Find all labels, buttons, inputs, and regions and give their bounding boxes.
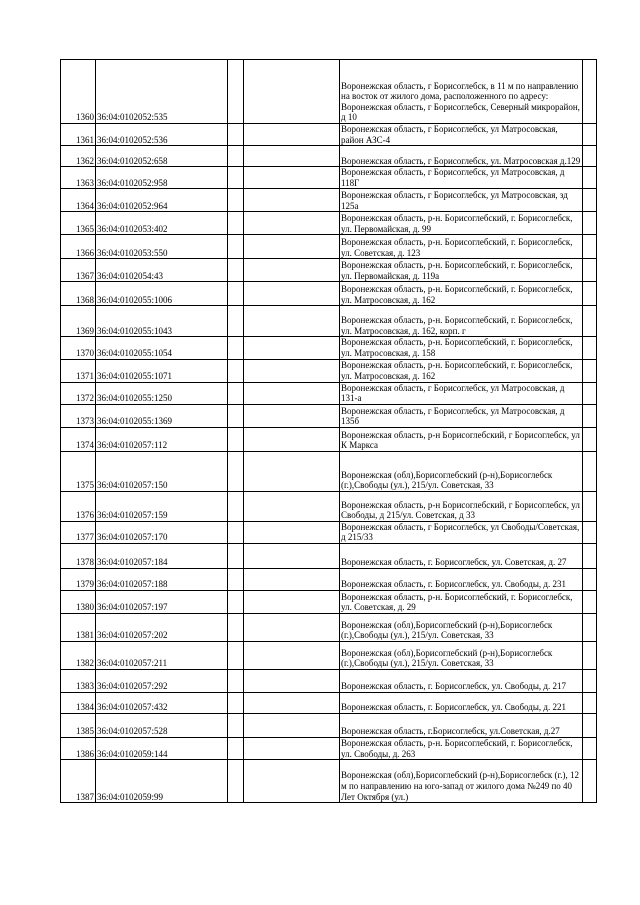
empty-cell [244,359,340,382]
row-number: 1386 [61,737,96,759]
table-row [61,404,597,427]
empty-cell [244,491,340,521]
row-number: 1367 [61,259,96,282]
row-number: 1387 [61,760,96,803]
table-row [61,382,597,404]
row-number: 1382 [61,641,96,669]
empty-cell [244,737,340,759]
cadastral-number: 36:04:0102057:159 [96,491,228,521]
address-cell: Воронежская (обл),Борисоглебский (р-н),Борисоглебск (г.), 12 м по направлению на юго-запад от жилого дома №249 по 40 Лет Октября (ул.) [340,760,583,803]
empty-cell [244,124,340,146]
address-cell: Воронежская область, р-н. Борисоглебский, г. Борисоглебск, ул. Матросовская, д. 162 [340,359,583,382]
empty-cell [244,306,340,337]
empty-cell [228,669,244,692]
empty-cell [583,212,597,235]
cadastral-number: 36:04:0102057:112 [96,427,228,451]
row-number: 1365 [61,212,96,235]
empty-cell [244,259,340,282]
row-number: 1378 [61,543,96,568]
row-number: 1364 [61,189,96,212]
row-number: 1380 [61,590,96,613]
address-cell: Воронежская область, г Борисоглебск, ул Матросовская, д 135б [340,404,583,427]
empty-cell [228,382,244,404]
table-row [61,212,597,235]
empty-cell [228,613,244,641]
empty-cell [228,760,244,803]
address-cell: Воронежская область, р-н Борисоглебский, г Борисоглебск, ул Свободы, д 215/ул. Советская, д 33 [340,491,583,521]
cadastral-number: 36:04:0102052:536 [96,124,228,146]
cadastral-number: 36:04:0102052:964 [96,189,228,212]
empty-cell [583,60,597,124]
cadastral-number: 36:04:0102057:188 [96,568,228,590]
cadastral-number: 36:04:0102055:1054 [96,337,228,359]
empty-cell [244,568,340,590]
empty-cell [228,713,244,737]
empty-cell [244,337,340,359]
address-cell: Воронежская область, г.Борисоглебск, ул.Советская, д.27 [340,713,583,737]
table-row [61,590,597,613]
address-cell: Воронежская область, г. Борисоглебск, ул. Свободы, д. 231 [340,568,583,590]
empty-cell [244,521,340,543]
address-cell: Воронежская область, р-н. Борисоглебский, г. Борисоглебск, ул. Первомайская, д. 99 [340,212,583,235]
cadastral-number: 36:04:0102057:202 [96,613,228,641]
table-row [61,692,597,713]
empty-cell [583,451,597,491]
table-row [61,167,597,189]
empty-cell [583,306,597,337]
empty-cell [583,382,597,404]
empty-cell [228,282,244,306]
table-row [61,306,597,337]
empty-cell [244,692,340,713]
row-number: 1361 [61,124,96,146]
empty-cell [583,167,597,189]
address-cell: Воронежская (обл),Борисоглебский (р-н),Борисоглебск (г.),Свободы (ул.), 215/ул. Советская, 33 [340,613,583,641]
address-cell: Воронежская область, г Борисоглебск, в 11 м по направлению на восток от жилого дома, расположенного по адресу: Воронежская область, г Борисоглебск, Северный микрорайон, д 10 [340,60,583,124]
row-number: 1383 [61,669,96,692]
empty-cell [583,568,597,590]
empty-cell [244,543,340,568]
empty-cell [583,146,597,167]
cadastral-number: 36:04:0102057:432 [96,692,228,713]
address-cell: Воронежская область, р-н. Борисоглебский, г. Борисоглебск, ул. Матросовская, д. 162, корп. г [340,306,583,337]
cadastral-number: 36:04:0102052:958 [96,167,228,189]
address-cell: Воронежская область, р-н. Борисоглебский, г. Борисоглебск, ул. Советская, д. 123 [340,235,583,259]
empty-cell [244,282,340,306]
address-cell: Воронежская область, г. Борисоглебск, ул. Свободы, д. 221 [340,692,583,713]
empty-cell [244,60,340,124]
empty-cell [583,337,597,359]
address-cell: Воронежская область, р-н. Борисоглебский, г. Борисоглебск, ул. Советская, д. 29 [340,590,583,613]
table-row [61,235,597,259]
empty-cell [228,359,244,382]
empty-cell [228,189,244,212]
row-number: 1379 [61,568,96,590]
row-number: 1375 [61,451,96,491]
cadastral-number: 36:04:0102054:43 [96,259,228,282]
cadastral-number: 36:04:0102052:658 [96,146,228,167]
row-number: 1366 [61,235,96,259]
row-number: 1360 [61,60,96,124]
empty-cell [228,124,244,146]
empty-cell [228,337,244,359]
empty-cell [583,692,597,713]
cadastral-number: 36:04:0102059:99 [96,760,228,803]
cadastral-number: 36:04:0102055:1006 [96,282,228,306]
table-row [61,669,597,692]
empty-cell [228,235,244,259]
address-cell: Воронежская область, г. Борисоглебск, ул. Советская, д. 27 [340,543,583,568]
empty-cell [228,60,244,124]
empty-cell [228,590,244,613]
table-row [61,337,597,359]
empty-cell [244,613,340,641]
empty-cell [583,124,597,146]
empty-cell [583,427,597,451]
address-cell: Воронежская область, г Борисоглебск, ул Матросовская, район АЗС-4 [340,124,583,146]
empty-cell [228,543,244,568]
address-cell: Воронежская область, р-н Борисоглебский, г Борисоглебск, ул К Маркса [340,427,583,451]
empty-cell [228,404,244,427]
empty-cell [583,669,597,692]
address-cell: Воронежская (обл),Борисоглебский (р-н),Борисоглебск (г.),Свободы (ул.), 215/ул. Советская, 33 [340,451,583,491]
cadastral-number: 36:04:0102052:535 [96,60,228,124]
row-number: 1373 [61,404,96,427]
cadastral-number: 36:04:0102055:1250 [96,382,228,404]
empty-cell [228,167,244,189]
row-number: 1371 [61,359,96,382]
table-row [61,259,597,282]
table-row [61,760,597,803]
address-cell: Воронежская область, р-н. Борисоглебский, г. Борисоглебск, ул. Матросовская, д. 162 [340,282,583,306]
table-row [61,613,597,641]
empty-cell [583,189,597,212]
empty-cell [583,543,597,568]
empty-cell [244,382,340,404]
empty-cell [583,613,597,641]
empty-cell [244,167,340,189]
cadastral-number: 36:04:0102055:1071 [96,359,228,382]
table-row [61,282,597,306]
empty-cell [244,641,340,669]
address-cell: Воронежская область, г. Борисоглебск, ул. Свободы, д. 217 [340,669,583,692]
cadastral-number: 36:04:0102057:170 [96,521,228,543]
empty-cell [583,259,597,282]
row-number: 1369 [61,306,96,337]
row-number: 1372 [61,382,96,404]
empty-cell [228,568,244,590]
empty-cell [228,212,244,235]
cadastral-number: 36:04:0102057:184 [96,543,228,568]
empty-cell [583,760,597,803]
empty-cell [228,692,244,713]
table-row [61,713,597,737]
row-number: 1374 [61,427,96,451]
cadastral-number: 36:04:0102055:1043 [96,306,228,337]
table-row [61,491,597,521]
empty-cell [228,521,244,543]
empty-cell [583,713,597,737]
row-number: 1381 [61,613,96,641]
table-row [61,568,597,590]
table-row [61,427,597,451]
empty-cell [244,427,340,451]
empty-cell [228,737,244,759]
address-cell: Воронежская область, г Борисоглебск, ул Матросовская, д 131-а [340,382,583,404]
empty-cell [244,146,340,167]
empty-cell [583,235,597,259]
empty-cell [228,306,244,337]
table-row [61,60,597,124]
empty-cell [244,189,340,212]
table-row [61,521,597,543]
empty-cell [583,737,597,759]
empty-cell [244,669,340,692]
table-row [61,124,597,146]
table-row [61,146,597,167]
row-number: 1363 [61,167,96,189]
address-cell: Воронежская область, р-н. Борисоглебский, г. Борисоглебск, ул. Матросовская, д. 158 [340,337,583,359]
cadastral-number: 36:04:0102057:211 [96,641,228,669]
address-cell: Воронежская (обл),Борисоглебский (р-н),Борисоглебск (г.),Свободы (ул.), 215/ул. Советская, 33 [340,641,583,669]
address-cell: Воронежская область, г Борисоглебск, ул Матросовская, зд 125а [340,189,583,212]
empty-cell [244,590,340,613]
row-number: 1385 [61,713,96,737]
cadastral-number: 36:04:0102053:550 [96,235,228,259]
address-cell: Воронежская область, р-н. Борисоглебский, г. Борисоглебск, ул. Первомайская, д. 119а [340,259,583,282]
cadastral-number: 36:04:0102057:292 [96,669,228,692]
row-number: 1362 [61,146,96,167]
address-cell: Воронежская область, р-н. Борисоглебский, г. Борисоглебск, ул. Свободы, д. 263 [340,737,583,759]
table-row [61,641,597,669]
empty-cell [228,146,244,167]
cadastral-number: 36:04:0102057:150 [96,451,228,491]
empty-cell [244,404,340,427]
empty-cell [583,641,597,669]
empty-cell [228,451,244,491]
registry-table [60,59,597,803]
empty-cell [583,590,597,613]
row-number: 1377 [61,521,96,543]
empty-cell [583,521,597,543]
table-row [61,737,597,759]
table-row [61,451,597,491]
cadastral-number: 36:04:0102053:402 [96,212,228,235]
empty-cell [244,760,340,803]
empty-cell [583,491,597,521]
row-number: 1368 [61,282,96,306]
cadastral-number: 36:04:0102057:197 [96,590,228,613]
cadastral-number: 36:04:0102055:1369 [96,404,228,427]
empty-cell [244,212,340,235]
table-row [61,359,597,382]
table-row [61,189,597,212]
address-cell: Воронежская область, г Борисоглебск, ул Матросовская, д 118Г [340,167,583,189]
empty-cell [228,427,244,451]
row-number: 1384 [61,692,96,713]
empty-cell [583,282,597,306]
empty-cell [244,235,340,259]
address-cell: Воронежская область, г Борисоглебск, ул. Матросовская д.129 [340,146,583,167]
cadastral-number: 36:04:0102057:528 [96,713,228,737]
empty-cell [244,713,340,737]
address-cell: Воронежская область, г Борисоглебск, ул Свободы/Советская, д 215/33 [340,521,583,543]
row-number: 1370 [61,337,96,359]
cadastral-number: 36:04:0102059:144 [96,737,228,759]
empty-cell [583,359,597,382]
row-number: 1376 [61,491,96,521]
empty-cell [228,259,244,282]
table-row [61,543,597,568]
empty-cell [583,404,597,427]
empty-cell [244,451,340,491]
registry-rows [61,60,597,803]
empty-cell [228,491,244,521]
empty-cell [228,641,244,669]
